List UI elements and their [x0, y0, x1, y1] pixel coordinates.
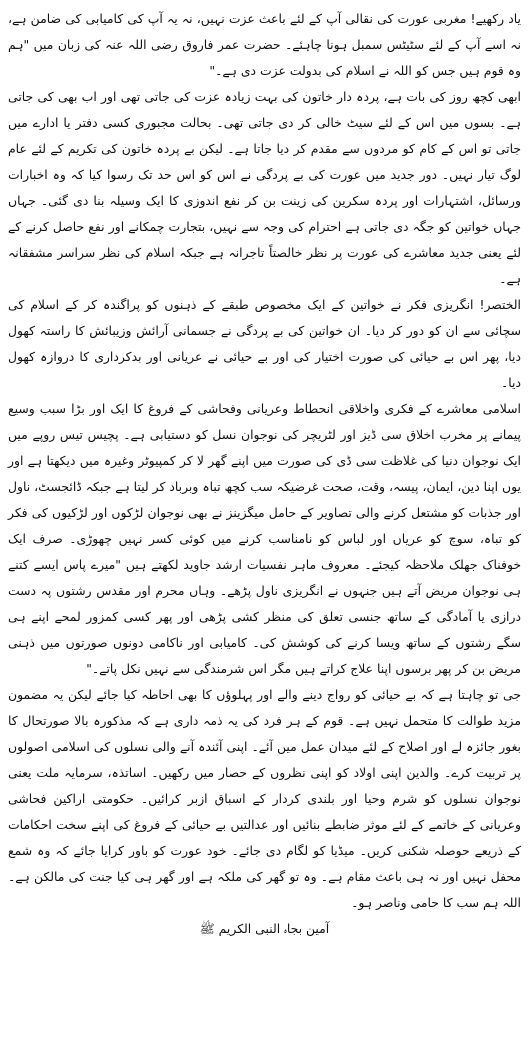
paragraph-conclusion: جی تو چاہتا ہے کہ بے حیائی کو رواج دینے والے اور پہلوؤں کا بھی احاطہ کیا جائے لیکن یہ مضمون مزید طوالت کا متحمل نہیں ہے۔ قوم کے ہر فرد کی یہ ذمہ داری ہے کہ مذکورہ بالا صورتحال کا بغور جائزہ لے اور اصلاح کے لئے میدان عمل میں آئے۔ اپنی آئندہ آنے والی نسلوں کی اسلامی اصولوں پر تربیت کرے۔ والدین اپنی اولاد کو اپنی نظروں کے حصار میں رکھیں۔ اساتذہ، سرمایہ ملت یعنی نوجوان نسلوں کو شرم وحیا اور بلندی کردار کے اسباق ازبر کرائیں۔ حکومتی اراکین فحاشی وعریانی کے خاتمے کے لئے موثر ضابطے بنائیں اور عدالتیں بے حیائی کے فروغ کی اپنے سخت احکامات کے ذریعے حوصلہ شکنی کریں۔ میڈیا کو لگام دی جائے۔ خود عورت کو باور کرایا جائے کہ وہ شمع محفل نہیں اور نہ ہی باعث مقام ہے۔ وہ تو گھر کی ملکہ ہے اور گھر ہی کیا جنت کی مالکن ہے۔ اللہ ہم سب کا حامی وناصر ہو۔ [8, 687, 521, 910]
paragraph-modesty: ابھی کچھ روز کی بات ہے، پردہ دار خاتون کی بہت زیادہ عزت کی جاتی تھی اور اب بھی کی جاتی ہے۔ بسوں میں اس کے لئے سیٹ خالی کر دی جاتی تھی۔ بحالت مجبوری کسی دفتر یا ادارے میں جاتی تو اس کے کام کو مردوں سے مقدم کر دیا جاتا ہے۔ لیکن بے پردہ خاتون کی تکریم کے لئے عام لوگ تیار نہیں۔ دور جدید میں عورت کی بے پردگی نے اس کو اس حد تک رسوا کیا کہ وہ اخبارات ورسائل، اشتہارات اور پردہ سکرین کی زینت بن کر نفع اندوزی کا ایک وسیلہ بنا دی گئی۔ جہاں جہاں خواتین کو جگہ دی جاتی ہے احترام کی وجہ سے نہیں، بتجارت چمکانے اور نفع حاصل کرنے کے لئے یعنی جدید معاشرے کی عورت پر نظر خالصتاً تاجرانہ ہے جبکہ اسلام کی نظر سراسر مشفقانہ ہے۔ [8, 89, 521, 286]
paragraph-intro: یاد رکھیے! مغربی عورت کی نقالی آپ کے لئے باعث عزت نہیں، نہ یہ آپ کی کامیابی کی ضامن ہے، نہ اسے آپ کے لئے سٹیٹس سمبل ہونا چاہئے۔ حضرت عمر فاروق رضی اللہ عنہ کی زبان میں "ہم وہ قوم ہیں جس کو اللہ نے اسلام کی بدولت عزت دی ہے۔" [8, 11, 521, 78]
paragraph-media: اسلامی معاشرے کے فکری واخلاقی انحطاط وعریانی وفحاشی کے فروغ کا ایک اور بڑا سبب وسیع پیمانے پر مخرب اخلاق سی ڈیز اور لٹریچر کی نوجوان نسل کو دستیابی ہے۔ پچیس تیس روپے میں ایک نوجوان دنیا کی غلاظت سی ڈی کی صورت میں اپنے گھر لا کر کمپیوٹر وغیرہ میں دیکھتا ہے اور یوں اپنا دین، ایمان، پیسہ، وقت، صحت غرضیکہ سب کچھ تباہ وبرباد کر لیتا ہے جبکہ ڈائجسٹ، ناول اور جذبات کو مشتعل کرنے والی تصاویر کے حامل میگزینز نے بھی نوجوان لڑکوں اور لڑکیوں کی فکر کو تباہ، سوچ کو عریاں اور لباس کو نامناسب کرنے میں کوئی کسر نہیں چھوڑی۔ صرف ایک خوفناک جھلک ملاحظہ کیجئے۔ معروف ماہر نفسیات ارشد جاوید لکھتے ہیں "میرے پاس ایسے کتنے ہی نوجوان مریض آتے ہیں جنہوں نے انگریزی ناول پڑھے۔ وہاں محرم اور مقدس رشتوں پہ دست درازی یا آمادگی کے ساتھ جنسی تعلق کی منظر کشی پڑھی اور پھر کسی کمزور لمحے اپنے ہی سگے رشتوں کے ساتھ ویسا کرنے کی کوشش کی۔ کامیابی اور ناکامی دونوں صورتوں میں ذہنی مریض بن کر پھر برسوں اپنا علاج کراتے ہیں مگر اس شرمندگی سے نہیں نکل پاتے۔" [8, 401, 521, 676]
paragraph-summary: الختصر! انگریزی فکر نے خواتین کے ایک مخصوص طبقے کے ذہنوں کو پراگندہ کر کے اسلام کی سچائی سے ان کو دور کر دیا۔ ان خواتین کی بے پردگی نے جسمانی آرائش وزیبائش کا راستہ کھول دیا، پھر اس بے حیائی کی صورت اختیار کی اور بے حیائی نے عریانی اور بدکرداری کا دروازہ کھول دیا۔ [8, 297, 521, 390]
closing-prayer: آمین بجاہ النبی الکریم ﷺ [199, 921, 330, 936]
